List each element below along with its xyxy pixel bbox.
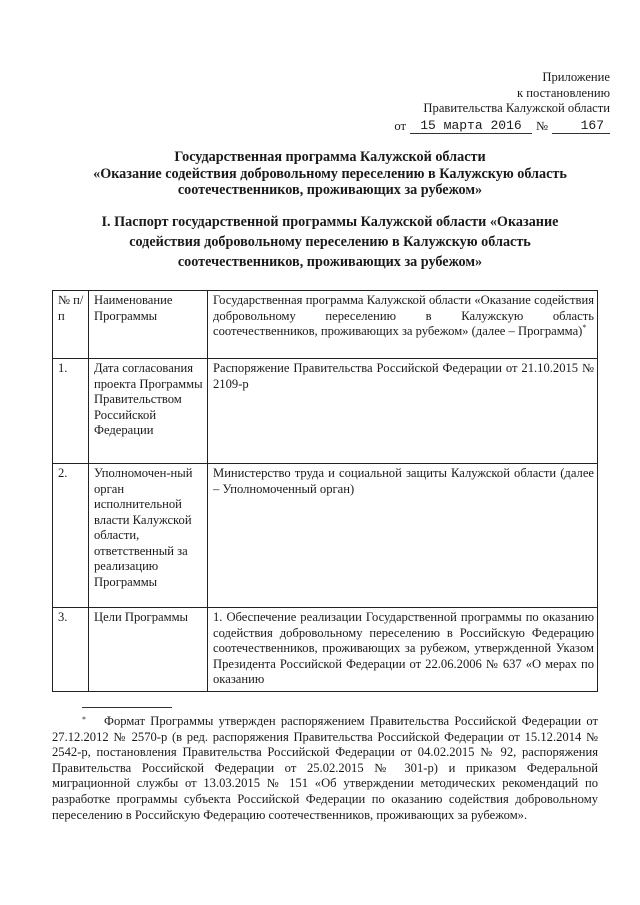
date-value: 15 марта 2016 [410, 118, 532, 135]
date-prefix: от [394, 118, 406, 133]
program-title-line-1: Государственная программа Калужской области [174, 149, 486, 165]
program-title-line-3: соотечественников, проживающих за рубежом» [177, 182, 483, 198]
passport-title [60, 212, 600, 272]
cell-value: 1. Обеспечение реализации Государственной программы по оказанию содействия добровольному переселению в Российскую Федерацию соотечественников, проживающих за рубежом, утвержденной Указом Президента Российской Федерации от 22.06.2006 № 637 «О мерах по оказанию [208, 608, 598, 692]
header-value-text: Государственная программа Калужской области «Оказание содействия добровольному переселению в Калужскую область соотечественников, проживающих за рубежом» (далее – Программа) [213, 293, 594, 338]
cell-header-num: № п/п [53, 291, 89, 359]
footnote [52, 714, 598, 823]
cell-name: Уполномочен-ный орган исполнительной власти Калужской области, ответственный за реализацию Программы [89, 464, 208, 608]
cell-num: 1. [53, 359, 89, 464]
cell-header-value [208, 291, 598, 359]
program-title [60, 149, 600, 199]
footnote-mark-ref: * [582, 322, 587, 332]
cell-header-name: Наименование Программы [89, 291, 208, 359]
appendix-date-line [394, 118, 610, 135]
passport-title-line-2: содействия добровольному переселению в Калужскую область [129, 234, 531, 250]
passport-table [52, 290, 598, 692]
table-row [53, 359, 598, 464]
cell-name: Цели Программы [89, 608, 208, 692]
appendix-line-3: Правительства Калужской области [423, 101, 610, 115]
footnote-divider [82, 707, 172, 708]
cell-num: 2. [53, 464, 89, 608]
appendix-line-1: Приложение [542, 70, 610, 84]
table-row-header [53, 291, 598, 359]
table-row [53, 608, 598, 692]
passport-title-line-3: соотечественников, проживающих за рубежом» [177, 254, 483, 270]
appendix-line-2: к постановлению [516, 85, 610, 100]
number-prefix: № [535, 118, 548, 133]
number-value: 167 [552, 118, 610, 135]
footnote-mark: * [82, 715, 86, 724]
footnote-text: Формат Программы утвержден распоряжением Правительства Российской Федерации от 27.12.2012 № 2570-р (в ред. распоряжения Правительства Российской Федерации от 15.12.2014 № 2542-р, постановления Правительства Российской Федерации от 04.02.2015 № 92, распоряжения Правительства Российской Федерации от 25.02.2015 № 301-р) и приказом Федеральной миграционной службы от 13.03.2015 № 151 «Об утверждении методических рекомендаций по разработке программы субъекта Российской Федерации по оказанию содействия добровольному переселению в Российскую Федерацию соотечественников, проживающих за рубежом». [52, 714, 598, 822]
cell-num: 3. [53, 608, 89, 692]
cell-value: Распоряжение Правительства Российской Федерации от 21.10.2015 № 2109-р [208, 359, 598, 464]
table-row [53, 464, 598, 608]
cell-name: Дата согласования проекта Программы Правительством Российской Федерации [89, 359, 208, 464]
passport-title-line-1: I. Паспорт государственной программы Калужской области «Оказание [101, 214, 559, 230]
program-title-line-2: «Оказание содействия добровольному переселению в Калужскую область [93, 165, 567, 182]
cell-value: Министерство труда и социальной защиты Калужской области (далее – Уполномоченный орган) [208, 464, 598, 608]
appendix-block [394, 70, 610, 134]
